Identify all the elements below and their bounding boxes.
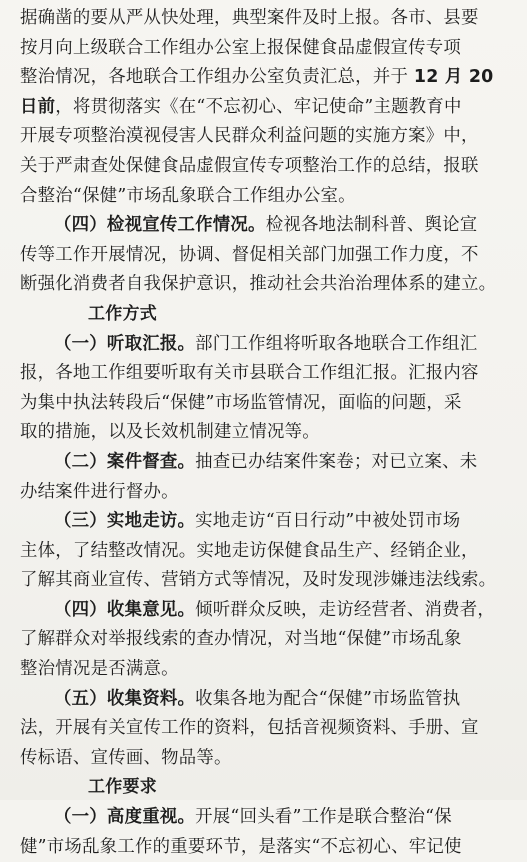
text-segment: 传标语、宣传画、物品等。 — [20, 747, 232, 768]
bold-text-segment: （一）听取汇报。 — [54, 333, 196, 354]
text-line — [20, 655, 513, 685]
document-body — [20, 4, 513, 862]
text-segment: 按月向上级联合工作组办公室上报保健食品虚假宣传专项 — [20, 37, 462, 58]
bold-text-segment: （二）案件督查。 — [54, 451, 196, 472]
text-segment: 开展“回头看”工作是联合整治“保 — [195, 807, 452, 828]
bold-text-segment: （三）实地走访。 — [54, 511, 196, 532]
bold-text-segment: 12 月 20 — [413, 67, 494, 88]
text-line — [20, 4, 513, 34]
text-segment: 为集中执法转段后“保健”市场监管情况，面临的问题，采 — [20, 392, 462, 413]
text-segment: 检视各地法制科普、舆论宣 — [265, 215, 478, 236]
text-line — [20, 803, 513, 833]
text-line — [20, 359, 513, 389]
section-heading — [20, 300, 513, 330]
text-segment: 主体，了结整改情况。实地走访保健食品生产、经销企业， — [20, 540, 479, 561]
bold-text-segment: （四）检视宣传工作情况。 — [54, 215, 266, 236]
bold-text-segment: 日前 — [20, 96, 56, 117]
text-line — [20, 122, 513, 152]
text-segment: 合整治“保健”市场乱象联合工作组办公室。 — [20, 185, 356, 206]
text-segment: 整治情况是否满意。 — [20, 659, 179, 680]
bold-text-segment: （四）收集意见。 — [54, 599, 196, 620]
text-line — [20, 63, 513, 93]
text-line — [20, 330, 513, 360]
section-heading — [20, 773, 513, 803]
text-segment: 传等工作开展情况，协调、督促相关部门加强工作力度，不 — [20, 244, 479, 265]
text-line — [20, 744, 513, 774]
text-line — [20, 566, 513, 596]
bold-text-segment: （一）高度重视。 — [54, 807, 196, 828]
text-line — [20, 152, 513, 182]
bold-text-segment: 工作要求 — [88, 777, 157, 798]
text-segment: 健”市场乱象工作的重要环节，是落实“不忘初心、牢记使 — [20, 836, 462, 857]
text-line — [20, 685, 513, 715]
text-line — [20, 596, 513, 626]
text-line — [20, 241, 513, 271]
text-segment: 报，各地工作组要听取有关市县联合工作组汇报。汇报内容 — [20, 363, 479, 384]
text-line — [20, 448, 513, 478]
text-segment: 收集各地为配合“保健”市场监管执 — [195, 688, 461, 709]
text-line — [20, 270, 513, 300]
text-segment: 断强化消费者自我保护意识，推动社会共治治理体系的建立。 — [20, 274, 497, 295]
text-line — [20, 211, 513, 241]
text-segment: 实地走访“百日行动”中被处罚市场 — [195, 511, 461, 532]
bold-text-segment: （五）收集资料。 — [54, 688, 196, 709]
text-segment: 部门工作组将听取各地联合工作组汇 — [195, 333, 478, 354]
text-segment: ，将贯彻落实《在“不忘初心、牢记使命”主题教育中 — [55, 96, 462, 117]
text-segment: 倾听群众反映，走访经营者、消费者， — [195, 599, 496, 620]
text-line — [20, 93, 513, 123]
text-line — [20, 714, 513, 744]
text-segment: 关于严肃查处保健食品虚假宣传专项整治工作的总结，报联 — [20, 155, 479, 176]
text-line — [20, 507, 513, 537]
bold-text-segment: 工作方式 — [88, 303, 157, 324]
text-line — [20, 478, 513, 508]
text-line — [20, 34, 513, 64]
text-segment: 整治情况，各地联合工作组办公室负责汇总，并于 — [20, 67, 414, 88]
text-line — [20, 389, 513, 419]
text-line — [20, 833, 513, 862]
text-line — [20, 182, 513, 212]
text-segment: 抽查已办结案件案卷；对已立案、未 — [195, 451, 478, 472]
text-segment: 开展专项整治漠视侵害人民群众利益问题的实施方案》中， — [20, 126, 479, 147]
text-segment: 办结案件进行督办。 — [20, 481, 179, 502]
text-segment: 法，开展有关宣传工作的资料，包括音视频资料、手册、宣 — [20, 718, 479, 739]
text-segment: 了解其商业宣传、营销方式等情况，及时发现涉嫌违法线索。 — [20, 570, 497, 591]
text-line — [20, 537, 513, 567]
text-line — [20, 625, 513, 655]
text-segment: 据确凿的要从严从快处理，典型案件及时上报。各市、县要 — [20, 8, 479, 28]
text-segment: 了解群众对举报线索的查办情况，对当地“保健”市场乱象 — [20, 629, 462, 650]
text-line — [20, 418, 513, 448]
text-segment: 取的措施，以及长效机制建立情况等。 — [20, 422, 320, 443]
